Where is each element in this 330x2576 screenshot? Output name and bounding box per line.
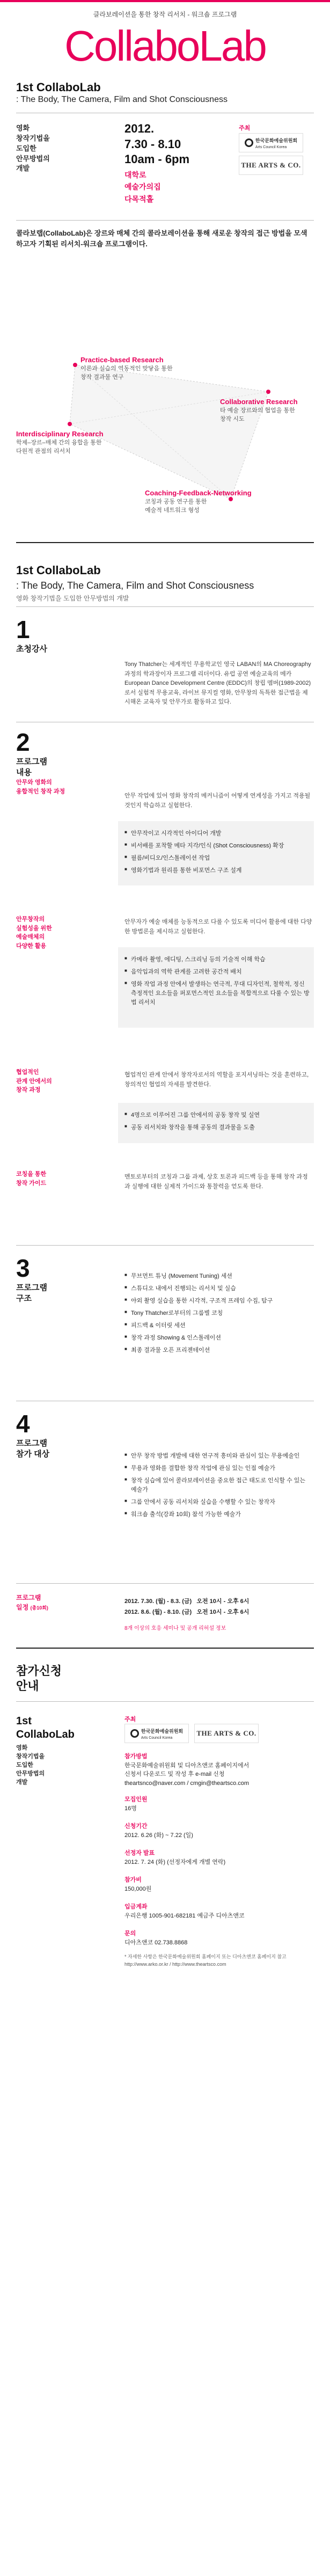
- list-item: ■ 피드백 & 이터릿 세션: [124, 1321, 312, 1330]
- list-item: ■ 음악입과의 역학 관계를 고려한 공간적 배치: [124, 968, 310, 977]
- list-item: ■ 공동 리서치와 창작을 통해 공동의 결과물을 도출: [124, 1123, 310, 1132]
- arko-circle-icon: [245, 138, 253, 147]
- diagram-node-collaborative: Collaborative Research 타 예술 장르와의 협업을 통한 창작 시도: [220, 398, 298, 422]
- list-item: ■ 무용과 영화를 결합한 창작 작업에 관심 있는 인접 예술가: [124, 1464, 312, 1473]
- schedule-note: 8개 이상의 호응 세미나 및 공개 리허설 정보: [124, 1626, 226, 1631]
- application-artsco-logo: THE ARTS & CO.: [194, 1724, 259, 1743]
- section2-block1-text: 안무 작업에 있어 영화 창작의 메커니즘이 어떻게 연계성을 가지고 적용될 것인지 학습하고 실험한다.: [124, 793, 311, 809]
- list-item: ■ 영화 작업 과정 안에서 발생하는 연극적, 무대 디자인적, 철학적, 정신 측정적인 요소들을 퍼포먼스적인 요소들을 복합적으로 다룰 수 있는 방법 리서치: [124, 980, 310, 1007]
- intro-text: 콜라보랩(CollaboLab)은 장르와 매체 간의 콜라보레이션을 통해 새로운 창작의 접근 방법을 모색하고자 기획된 리서치-워크숍 프로그램이다.: [16, 229, 307, 248]
- application-contact: 문의 디아츠앤코 02.738.8868: [124, 1930, 188, 1946]
- header-caption: 클라보레이션을 통한 창작 리서치 - 워크숍 프로그램: [93, 11, 237, 18]
- detail-title: 1st CollaboLab: [16, 564, 101, 577]
- section1-label: 초청강사: [16, 645, 47, 654]
- list-item: ■ 안무작이고 시각적인 아이디어 개발: [124, 829, 310, 838]
- application-announce: 선정자 발표 2012. 7. 24 (화) (선정자에게 개별 연락): [124, 1850, 226, 1865]
- schedule-rule: [16, 1583, 314, 1584]
- section2-block3-side: 협업적인 관계 안에서의 창작 과정: [16, 1069, 52, 1093]
- schedule-rows: 2012. 7.30. (월) - 8.3. (금) 오전 10시 - 오후 6시 2012. 8.6. (월) - 8.10. (금) 오전 10시 - 오후 6시: [124, 1598, 250, 1615]
- section2-block4-text: 멘토로부터의 코칭과 그룹 과제, 상호 토론과 피드백 등을 통해 창작 과정과 실행에 대한 실제적 가이드와 통찰력을 얻도록 한다.: [124, 1174, 308, 1190]
- application-capacity: 모집인원 16명: [124, 1796, 148, 1812]
- application-footer: * 자세한 사항은 한국문화예술위원회 홈페이지 또는 디아츠앤코 홈페이지 참고 http://www.arko.or.kr / http://www.theartsco.com: [124, 1954, 287, 1967]
- diagram-node-coaching: Coaching-Feedback-Networking 코칭과 공동 연구를 통한 예술적 네트워크 형성: [145, 489, 252, 514]
- application-host-label: 주최: [124, 1716, 136, 1723]
- list-item: ■ Tony Thatcher로부터의 그룹별 코칭: [124, 1309, 312, 1318]
- section2-block2-side: 안무창작의 실험성을 위한 예술매체의 다양한 활용: [16, 916, 52, 949]
- application-rule: [16, 1701, 314, 1702]
- list-item: ■ 야외 촬영 실습을 통한 시각적, 구조적 프레임 수집, 탐구: [124, 1297, 312, 1306]
- application-period: 신청기간 2012. 6.26 (화) ~ 7.22 (일): [124, 1823, 193, 1839]
- list-item: ■ 카메라 촬영, 에디팅, 스크리닝 등의 기술적 이해 학습: [124, 955, 310, 964]
- detail-rule: [16, 606, 314, 607]
- list-item: ■ 필름/비디오/인스톨레이션 작업: [124, 854, 310, 863]
- top-accent-line: [0, 0, 330, 2]
- schedule-label: 프로그램 일정 (총10회): [16, 1594, 48, 1611]
- application-method: 참가방법 한국문화예술위원회 및 디아츠앤코 홈페이지에서 신청서 다운로드 및 작성 후 e-mail 신청 theartsnco@naver.com / cmgin@theartsco.com: [124, 1753, 250, 1787]
- application-fee: 참가비 150,000원: [124, 1877, 152, 1892]
- summary-venue: 대학로 예술가의집 다목적홀: [124, 171, 161, 203]
- host-label: 주최: [239, 125, 251, 131]
- list-item: ■ 창작 실습에 있어 콜라보레이션을 중요한 접근 태도로 인식할 수 있는 예술가: [124, 1476, 312, 1495]
- section3-rule: [16, 1245, 314, 1246]
- list-item: ■ 영화기법과 원리를 통한 비포먼스 구조 설계: [124, 866, 310, 875]
- section1-number: 1: [16, 616, 30, 643]
- diagram-node-practice: Practice-based Research 이론과 실습의 역동적인 맞닿음 통한 창작 결과물 연구: [80, 356, 173, 380]
- section2-block2-list: [124, 955, 310, 1011]
- application-arko-logo: 한국문화예술위원회 Arts Council Korea: [124, 1724, 189, 1743]
- list-item: ■ 스튜디오 내에서 진행되는 리서치 및 실습: [124, 1284, 312, 1293]
- section2-block2-text: 안무자가 예술 매체를 능동적으로 다룰 수 있도록 미디어 활용에 대한 다양한 방법론을 제시하고 실험한다.: [124, 919, 312, 935]
- research-diagram: [16, 343, 314, 526]
- list-item: ■ 무브먼트 튜닝 (Movement Tuning) 세션: [124, 1272, 312, 1281]
- application-account: 입금계좌 우리은행 1005-901-682181 예금주 디아츠앤코: [124, 1904, 245, 1919]
- application-divider: [16, 1648, 314, 1649]
- list-item: ■ 워크숍 출석(강좌 10회) 참석 가능한 예술가: [124, 1510, 312, 1519]
- diagram-node-interdisciplinary: Interdisciplinary Research 학제–장르–매체 간의 융합을 통한 다원적 관점의 리서치: [16, 430, 104, 455]
- section2-label: 프로그램 내용: [16, 757, 47, 777]
- detail-divider: [16, 542, 314, 543]
- list-item: ■ 안무 창작 방법 개발에 대한 연구적 흥미와 관심이 있는 무용예술인: [124, 1452, 312, 1461]
- section2-block1-list: [124, 829, 310, 879]
- section2-number: 2: [16, 728, 30, 756]
- arko-logo: 한국문화예술위원회 Arts Council Korea: [239, 133, 303, 152]
- summary-title: 1st CollaboLab: [16, 80, 101, 94]
- section1-text: Tony Thatcher는 세계적인 무용학교인 영국 LABAN의 MA Choreography 과정의 학과장이자 프로그램 리더이다. 유럽 공연 예술교육의 메카 European Dance Development Centre (EDDC)의 창립 멤버(1989-2002)로서 실험적 무용교육, 라이브 뮤지컬 영화, 안무창의 독특한 접근법을 제시해온 교육자 및 안무가로 활동하고 있다.: [124, 661, 311, 706]
- application-label: 영화 창작기법을 도입한 안무방법의 개발: [16, 1745, 45, 1785]
- list-item: ■ 최종 결과물 오픈 프리젠테이션: [124, 1346, 312, 1355]
- list-item: ■ 그룹 안에서 공동 리서치와 실습을 수행할 수 있는 창작자: [124, 1498, 312, 1507]
- artsco-logo: THE ARTS & CO.: [239, 156, 303, 175]
- list-item: ■ 창작 과정 Showing & 인스톨레이션: [124, 1334, 312, 1343]
- summary-dates: 2012. 7.30 - 8.10 10am - 6pm: [124, 122, 190, 166]
- section3-label: 프로그램 구조: [16, 1283, 47, 1303]
- detail-subtitle: : The Body, The Camera, Film and Shot Consciousness: [16, 580, 254, 591]
- section3-number: 3: [16, 1254, 30, 1282]
- section4-number: 4: [16, 1410, 30, 1438]
- section2-block3-list: [124, 1111, 310, 1136]
- application-subtitle: 1st CollaboLab: [16, 1715, 75, 1740]
- list-item: ■ 비서배를 포착할 메타 지각/인식 (Shot Consciousness) 확장: [124, 841, 310, 851]
- section4-list: [124, 1452, 312, 1523]
- arko-circle-icon: [130, 1729, 139, 1738]
- section3-list: [124, 1272, 312, 1358]
- summary-label: 영화 창작기법을 도입한 안무방법의 개발: [16, 124, 50, 173]
- list-item: ■ 4명으로 이루어진 그룹 안에서의 공동 창작 및 실연: [124, 1111, 310, 1120]
- intro-divider: [16, 220, 314, 221]
- detail-tagline: 영화 창작기법을 도입한 안무방법의 개발: [16, 595, 129, 602]
- collabolab-logo: CollaboLab: [64, 22, 266, 70]
- summary-subtitle: : The Body, The Camera, Film and Shot Consciousness: [16, 95, 228, 104]
- section4-label: 프로그램 참가 대상: [16, 1439, 50, 1459]
- application-title: 참가신청 안내: [16, 1664, 62, 1693]
- section2-block3-text: 협업적인 관계 안에서 창작자로서의 역할을 포지셔닝하는 것을 훈련하고, 창의적인 협업의 자세를 발견한다.: [124, 1072, 309, 1088]
- section2-block1-side: 안무와 영화의 융합적인 창작 과정: [16, 779, 65, 795]
- section2-block4-side: 코칭을 통한 창작 가이드: [16, 1171, 47, 1187]
